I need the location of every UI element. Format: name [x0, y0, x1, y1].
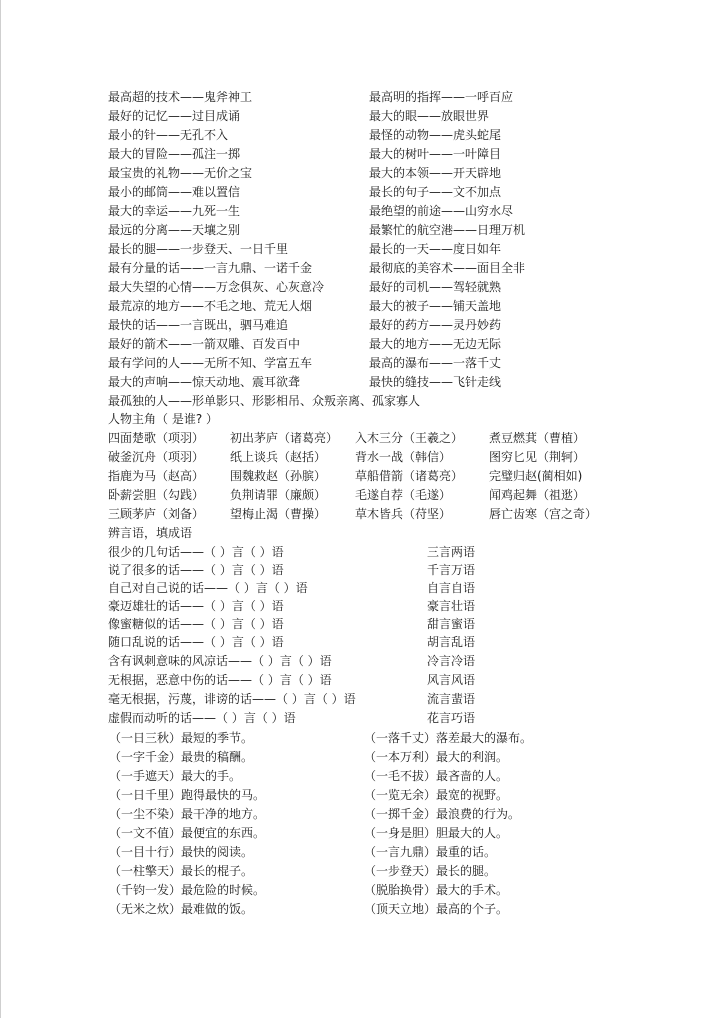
- superlative-item: 最宝贵的礼物——无价之宝: [108, 166, 253, 180]
- superlative-item: 最大的树叶——一叶障目: [369, 147, 502, 161]
- speech-answer: 花言巧语: [427, 711, 476, 725]
- bracketed-item: （一落千丈）落差最大的瀑布。: [364, 731, 533, 745]
- speech-blank: 无根据，恶意中伤的话——（ ）言（ ）语: [108, 673, 332, 687]
- bracketed-item: （一文不值）最便宜的东西。: [109, 826, 266, 840]
- speech-blank: 自己对自己说的话——（ ）言（ ）语: [108, 581, 308, 595]
- bracketed-item: （一掷千金）最浪费的行为。: [364, 807, 521, 821]
- bracketed-item: （一日三秋）最短的季节。: [109, 731, 254, 745]
- superlative-item: 最绝望的前途——山穷水尽: [369, 204, 514, 218]
- speech-blank: 豪迈雄壮的话——（ ）言（ ）语: [108, 599, 284, 613]
- superlative-item: 最远的分离——天壤之别: [108, 223, 241, 237]
- character-idiom: 围魏救赵（孙膑）: [230, 469, 327, 483]
- character-idiom: 背水一战（韩信）: [355, 450, 452, 464]
- speech-blank: 很少的几句话——（ ）言（ ）语: [108, 545, 284, 559]
- bracketed-item: （脱胎换骨）最大的手术。: [364, 883, 509, 897]
- superlative-item: 最高的瀑布——一落千丈: [369, 356, 502, 370]
- speech-answer: 冷言冷语: [427, 654, 476, 668]
- character-idiom: 三顾茅庐（刘备）: [108, 507, 205, 521]
- speech-answer: 风言风语: [427, 673, 476, 687]
- speech-blank: 像蜜糖似的话——（ ）言（ ）语: [108, 617, 284, 631]
- superlative-item: 最小的邮筒——难以置信: [108, 185, 241, 199]
- bracketed-item: （无米之炊）最难做的饭。: [109, 902, 254, 916]
- bracketed-item: （一本万利）最大的利润。: [364, 750, 509, 764]
- superlative-item: 最大的声响——惊天动地、震耳欲聋: [108, 375, 301, 389]
- character-idiom: 望梅止渴（曹操）: [230, 507, 327, 521]
- superlative-item: 最快的话——一言既出，驷马难追: [108, 318, 289, 332]
- superlative-item: 最长的句子——文不加点: [369, 185, 502, 199]
- character-idiom: 完璧归赵(蔺相如): [489, 469, 583, 483]
- superlative-item: 最怪的动物——虎头蛇尾: [369, 128, 502, 142]
- character-idiom: 草木皆兵（苻坚）: [355, 507, 452, 521]
- character-idiom: 纸上谈兵（赵括）: [230, 450, 327, 464]
- character-idiom: 卧薪尝胆（勾践）: [108, 488, 205, 502]
- superlative-item: 最快的缝技——飞针走线: [369, 375, 502, 389]
- character-idiom: 初出茅庐（诸葛亮）: [230, 431, 339, 445]
- speech-answer: 胡言乱语: [427, 635, 476, 649]
- superlative-item: 最大失望的心情——万念俱灰、心灰意冷: [108, 280, 325, 294]
- characters-heading: 人物主角（ 是谁? ）: [108, 412, 218, 426]
- bracketed-item: （千钧一发）最危险的时候。: [109, 883, 266, 897]
- character-idiom: 毛遂自荐（毛遂）: [355, 488, 452, 502]
- speech-blank: 毫无根据，污蔑，诽谤的话——（ ）言（ ）语: [108, 692, 356, 706]
- bracketed-item: （一手遮天）最大的手。: [109, 769, 242, 783]
- bracketed-item: （一尘不染）最干净的地方。: [109, 807, 266, 821]
- page-edge-line: [0, 0, 1, 1018]
- character-idiom: 四面楚歌（项羽）: [108, 431, 205, 445]
- superlative-item: 最大的幸运——九死一生: [108, 204, 241, 218]
- superlative-item: 最长的腿——一步登天、一日千里: [108, 242, 289, 256]
- speech-blank: 虚假而动听的话——（ ）言（ ）语: [108, 711, 296, 725]
- superlative-item: 最有分量的话——一言九鼎、一诺千金: [108, 261, 313, 275]
- bracketed-item: （顶天立地）最高的个子。: [364, 902, 509, 916]
- speech-answer: 豪言壮语: [427, 599, 476, 613]
- superlative-item: 最好的司机——驾轻就熟: [369, 280, 502, 294]
- character-idiom: 指鹿为马（赵高）: [108, 469, 205, 483]
- superlative-item: 最荒凉的地方——不毛之地、荒无人烟: [108, 299, 313, 313]
- bracketed-item: （一身是胆）胆最大的人。: [364, 826, 509, 840]
- bracketed-item: （一步登天）最长的腿。: [364, 864, 497, 878]
- superlative-item: 最好的箭术——一箭双雕、百发百中: [108, 337, 301, 351]
- superlative-item: 最高超的技术——鬼斧神工: [108, 90, 253, 104]
- superlative-item: 最大的本领——开天辟地: [369, 166, 502, 180]
- character-idiom: 唇亡齿寒（宫之奇）: [489, 507, 598, 521]
- speech-answer: 千言万语: [427, 563, 476, 577]
- character-idiom: 草船借箭（诸葛亮）: [355, 469, 464, 483]
- superlative-item: 最大的被子——铺天盖地: [369, 299, 502, 313]
- speech-blank: 随口乱说的话——（ ）言（ ）语: [108, 635, 284, 649]
- superlative-item: 最高明的指挥——一呼百应: [369, 90, 514, 104]
- character-idiom: 入木三分（王羲之）: [355, 431, 464, 445]
- bracketed-item: （一柱擎天）最长的棍子。: [109, 864, 254, 878]
- superlative-item: 最有学问的人——无所不知、学富五车: [108, 356, 313, 370]
- superlative-item: 最大的冒险——孤注一掷: [108, 147, 241, 161]
- bracketed-item: （一字千金）最贵的稿酬。: [109, 750, 254, 764]
- superlative-item: 最繁忙的航空港——日理万机: [369, 223, 526, 237]
- speech-answer: 自言自语: [427, 581, 476, 595]
- speech-answer: 甜言蜜语: [427, 617, 476, 631]
- bracketed-item: （一毛不拔）最吝啬的人。: [364, 769, 509, 783]
- superlative-item: 最大的地方——无边无际: [369, 337, 502, 351]
- superlative-item: 最彻底的美容术——面目全非: [369, 261, 526, 275]
- character-idiom: 闻鸡起舞（祖逖）: [489, 488, 586, 502]
- speech-heading: 辨言语，填成语: [108, 526, 193, 540]
- character-idiom: 图穷匕见（荆轲）: [489, 450, 586, 464]
- superlative-item: 最孤独的人——形单影只、形影相吊、众叛亲离、孤家寡人: [108, 394, 421, 408]
- superlative-item: 最大的眼——放眼世界: [369, 109, 490, 123]
- superlative-item: 最好的药方——灵丹妙药: [369, 318, 502, 332]
- speech-answer: 三言两语: [427, 545, 476, 559]
- character-idiom: 负荆请罪（廉颇）: [230, 488, 327, 502]
- bracketed-item: （一言九鼎）最重的话。: [364, 845, 497, 859]
- character-idiom: 煮豆燃萁（曹植）: [489, 431, 586, 445]
- character-idiom: 破釜沉舟（项羽）: [108, 450, 205, 464]
- speech-blank: 说了很多的话——（ ）言（ ）语: [108, 563, 284, 577]
- bracketed-item: （一览无余）最宽的视野。: [364, 788, 509, 802]
- superlative-item: 最小的针——无孔不入: [108, 128, 229, 142]
- bracketed-item: （一日千里）跑得最快的马。: [109, 788, 266, 802]
- superlative-item: 最长的一天——度日如年: [369, 242, 502, 256]
- speech-blank: 含有讽刺意味的风凉话——（ ）言（ ）语: [108, 654, 332, 668]
- superlative-item: 最好的记忆——过目成诵: [108, 109, 241, 123]
- speech-answer: 流言蜚语: [427, 692, 476, 706]
- bracketed-item: （一目十行）最快的阅读。: [109, 845, 254, 859]
